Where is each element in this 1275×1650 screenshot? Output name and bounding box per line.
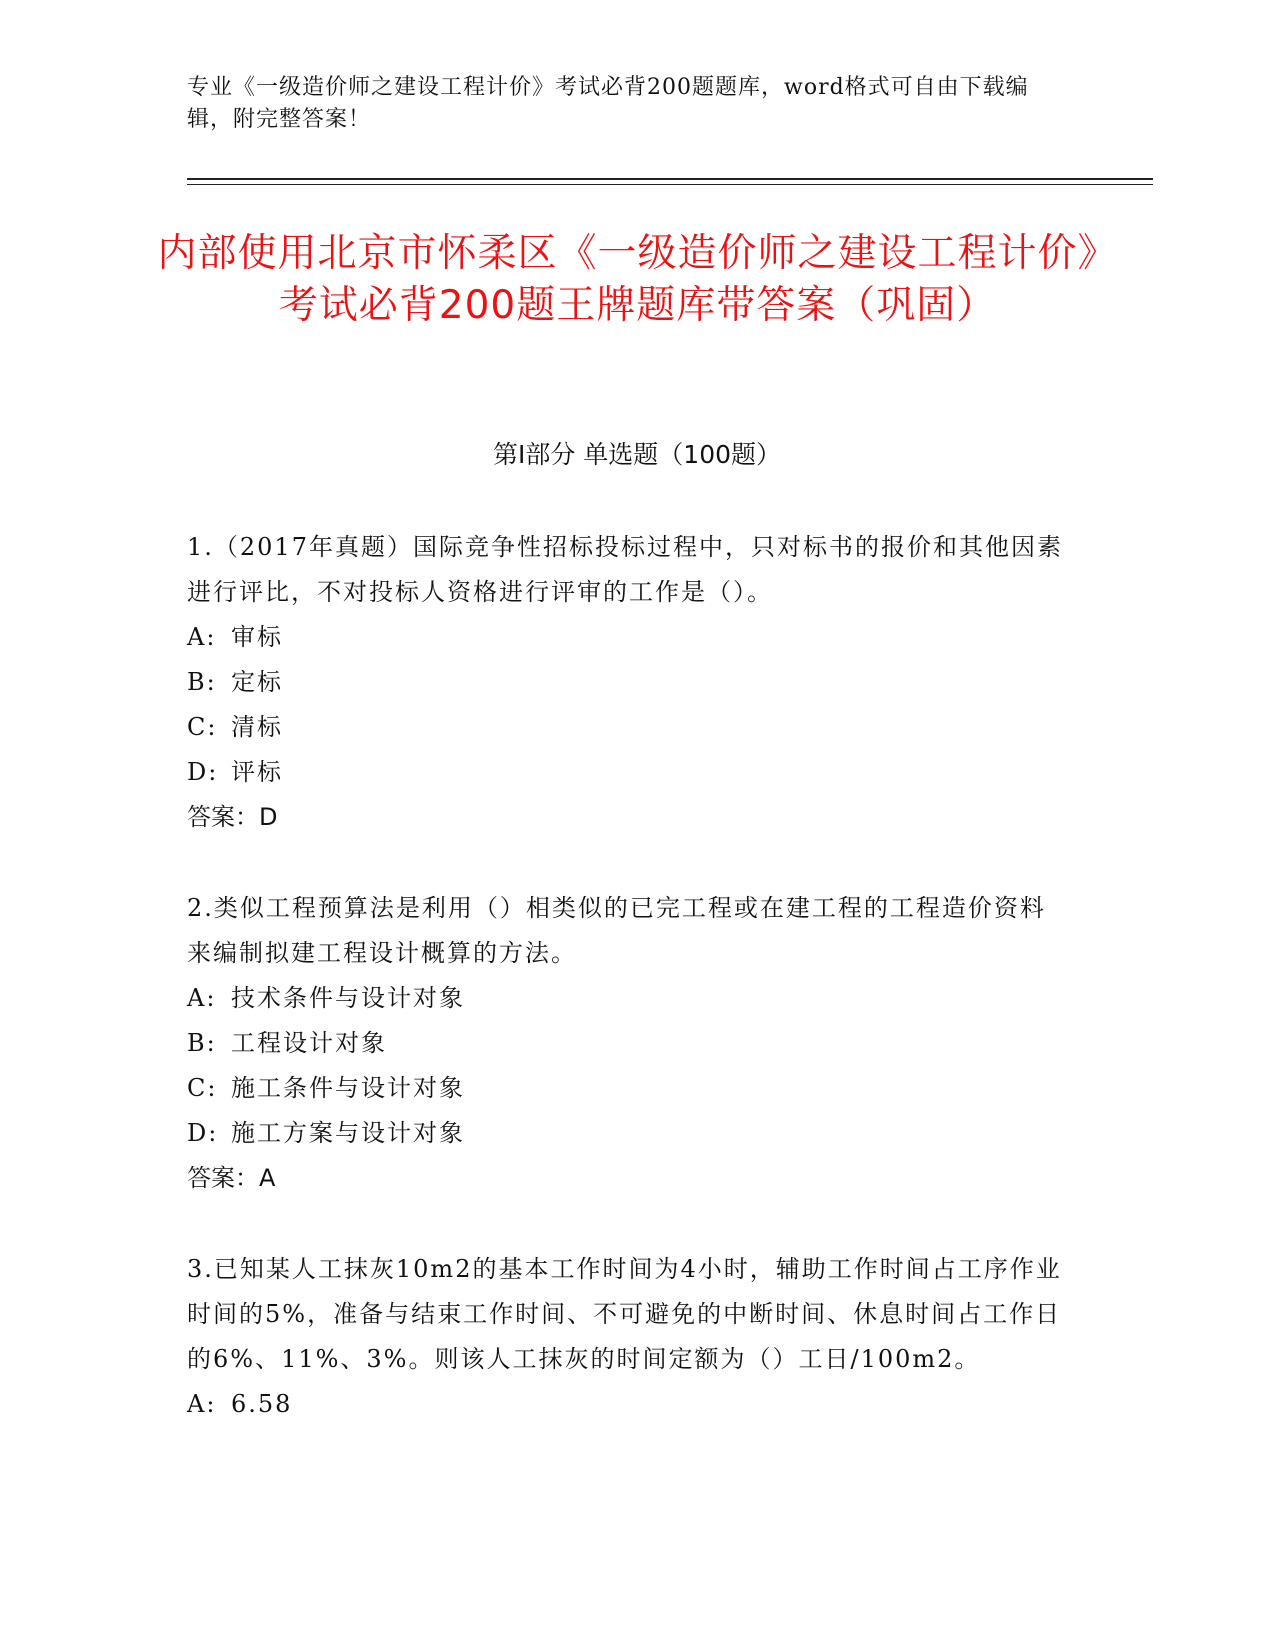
option-letter: C:	[187, 1074, 218, 1102]
option-c	[187, 705, 1067, 750]
option-text: 审标	[231, 623, 283, 651]
option-text: 工程设计对象	[231, 1029, 387, 1057]
option-letter: D:	[187, 1119, 219, 1147]
option-letter: D:	[187, 758, 219, 786]
option-c	[187, 1066, 1067, 1111]
option-letter: A:	[187, 984, 217, 1012]
question-stem: 3.已知某人工抹灰10m2的基本工作时间为4小时，辅助工作时间占工序作业时间的5%，准备与结束工作时间、不可避免的中断时间、休息时间占工作日的6%、11%、3%。则该人工抹灰的时间定额为（）工日/100m2。	[187, 1255, 1062, 1373]
option-a	[187, 1382, 1067, 1427]
option-b	[187, 660, 1067, 705]
answer: 答案：D	[187, 803, 278, 831]
question-2	[187, 886, 1067, 1201]
question-3	[187, 1247, 1067, 1427]
option-text: 技术条件与设计对象	[231, 984, 465, 1012]
question-stem: 1.（2017年真题）国际竞争性招标投标过程中，只对标书的报价和其他因素进行评比，不对投标人资格进行评审的工作是（）。	[187, 533, 1063, 606]
option-text: 施工条件与设计对象	[231, 1074, 465, 1102]
option-text: 评标	[231, 758, 283, 786]
option-letter: B:	[187, 668, 217, 696]
header-note: 专业《一级造价师之建设工程计价》考试必背200题题库，word格式可自由下载编辑，附完整答案！	[187, 75, 1029, 132]
document-title: 内部使用北京市怀柔区《一级造价师之建设工程计价》考试必背200题王牌题库带答案（巩固）	[157, 231, 1118, 328]
option-text: 定标	[231, 668, 283, 696]
option-text: 施工方案与设计对象	[231, 1119, 465, 1147]
question-list	[187, 525, 1067, 1473]
option-text: 清标	[231, 713, 283, 741]
option-a	[187, 615, 1067, 660]
option-text: 6.58	[231, 1390, 293, 1418]
option-d	[187, 750, 1067, 795]
question-stem: 2.类似工程预算法是利用（）相类似的已完工程或在建工程的工程造价资料来编制拟建工程设计概算的方法。	[187, 894, 1046, 967]
option-letter: A:	[187, 1390, 217, 1418]
section-heading: 第I部分 单选题（100题）	[492, 440, 782, 469]
option-letter: C:	[187, 713, 218, 741]
option-letter: A:	[187, 623, 217, 651]
answer: 答案：A	[187, 1164, 276, 1192]
option-b	[187, 1021, 1067, 1066]
option-letter: B:	[187, 1029, 217, 1057]
header-divider	[187, 178, 1153, 185]
option-d	[187, 1111, 1067, 1156]
option-a	[187, 976, 1067, 1021]
question-1	[187, 525, 1067, 840]
